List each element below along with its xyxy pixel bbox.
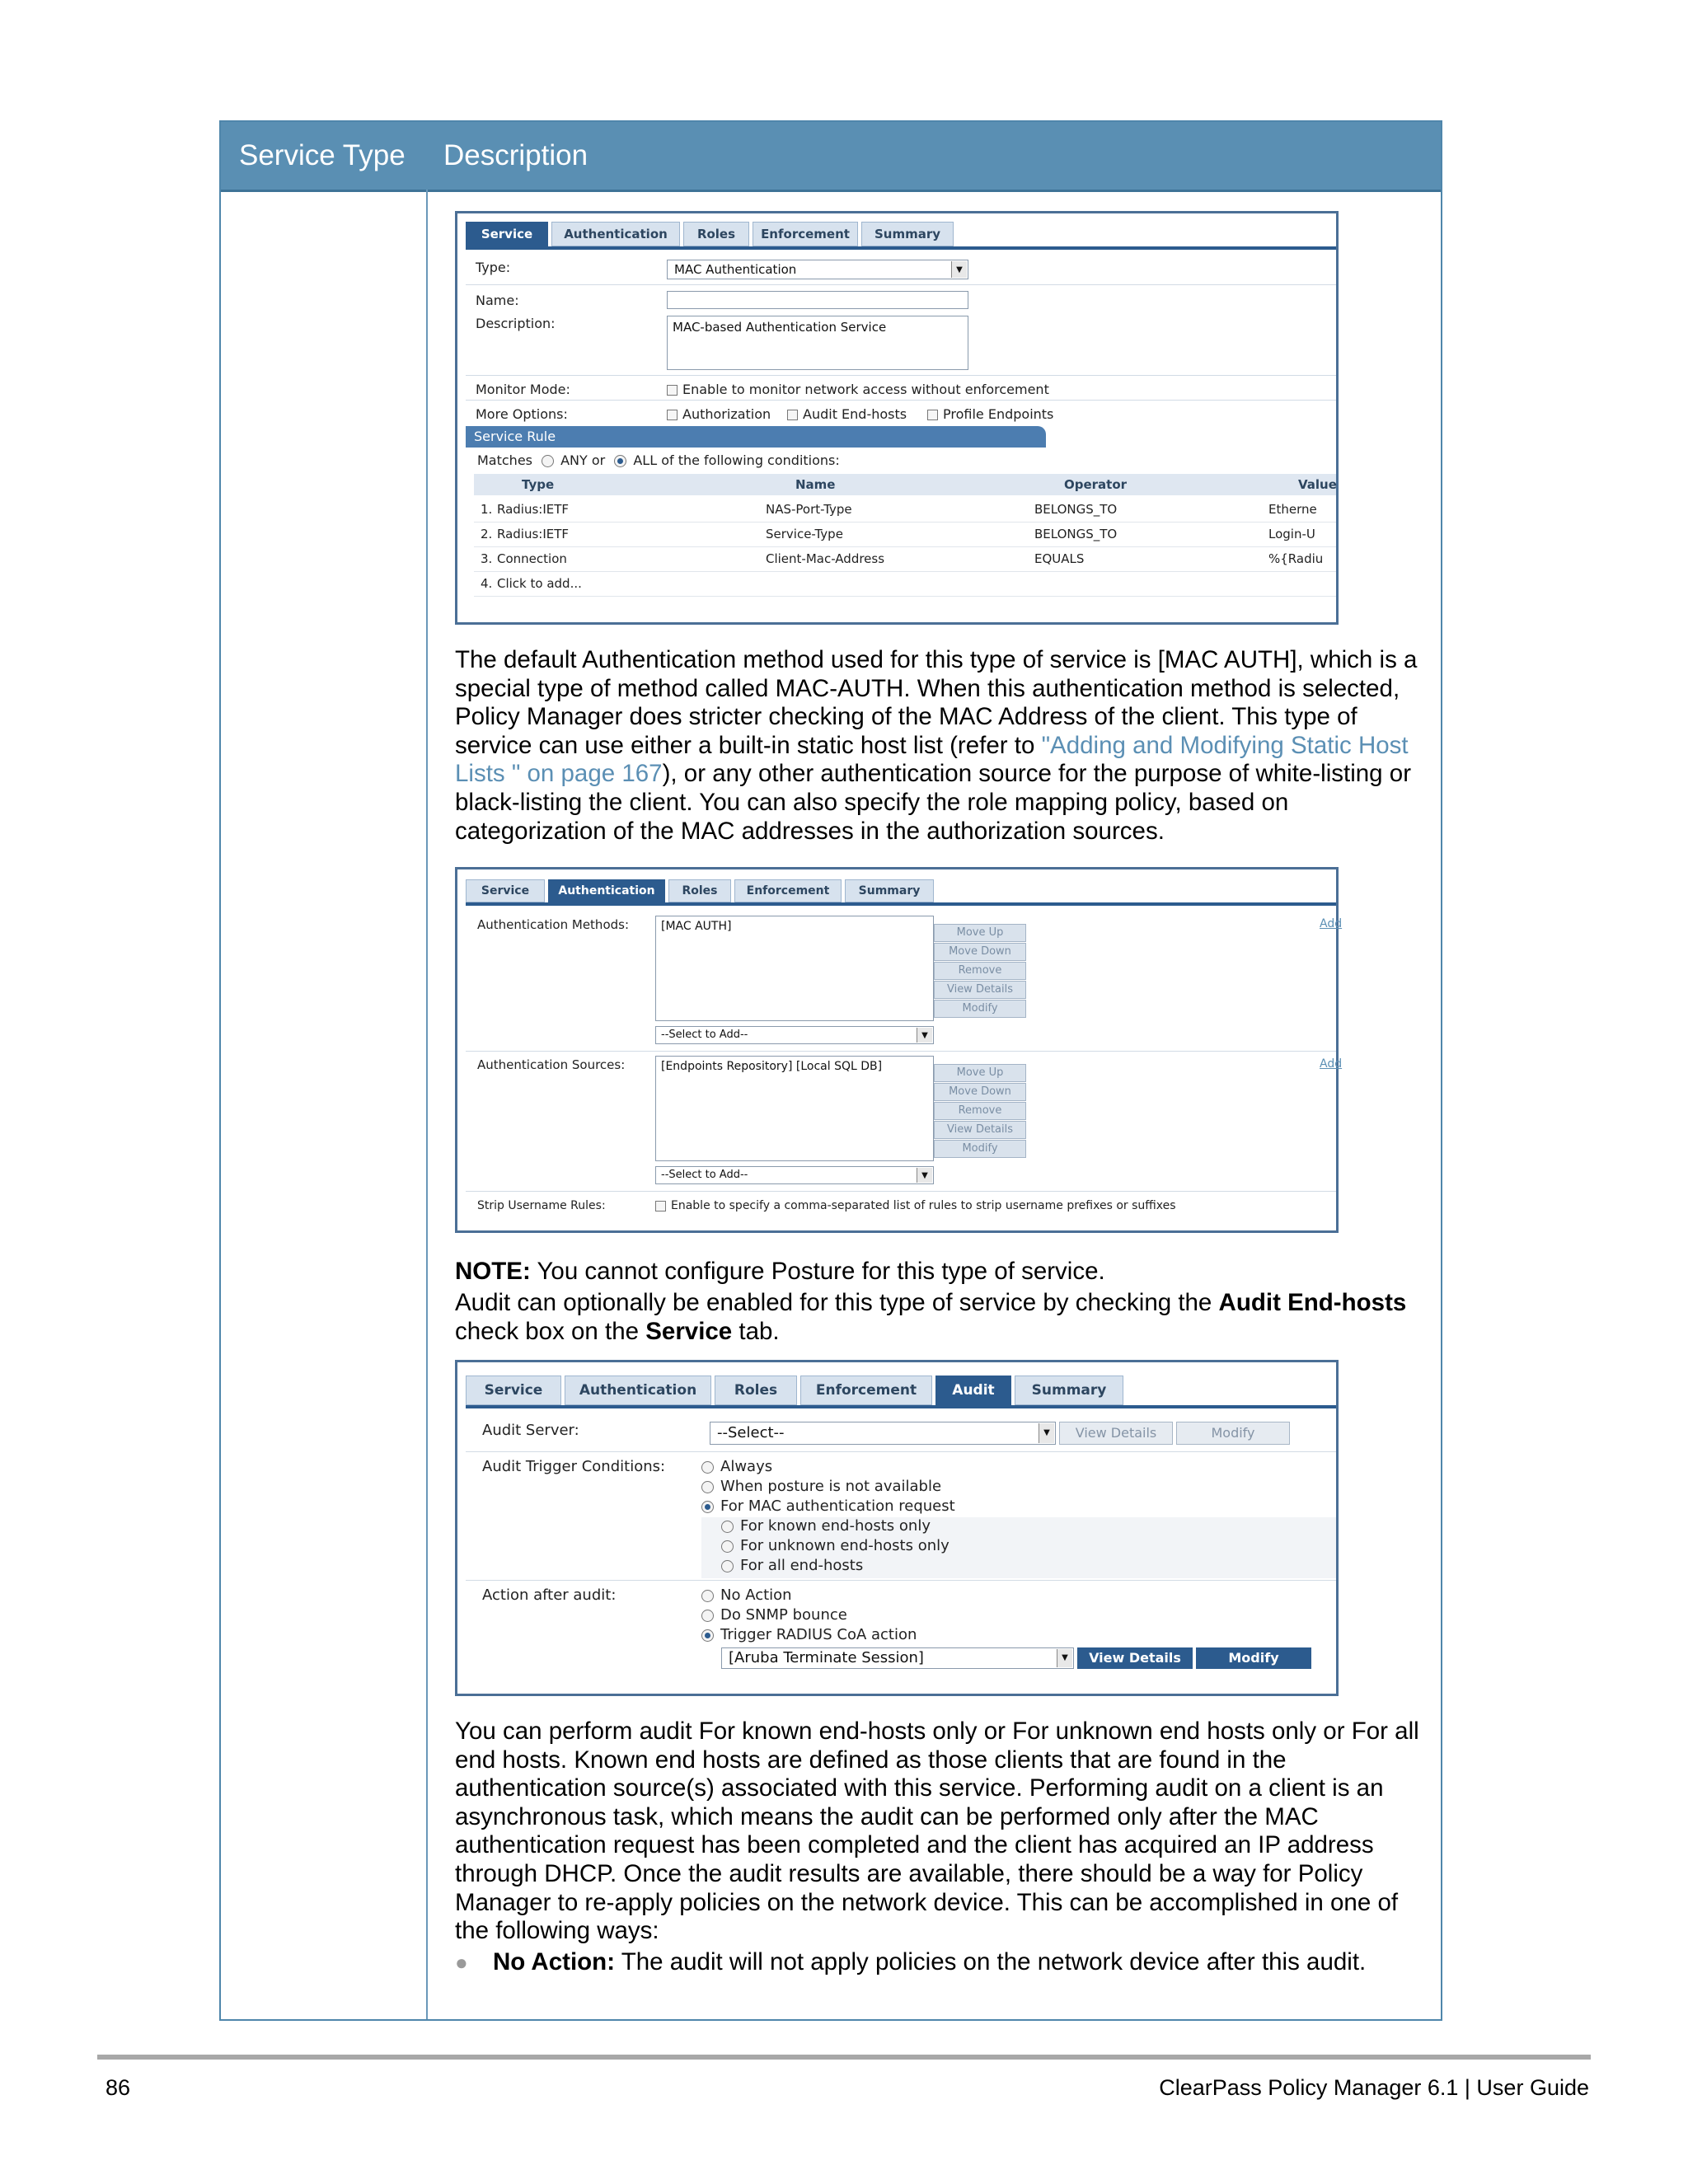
auth-methods-list[interactable] — [655, 916, 934, 1021]
tab-enforcement[interactable]: Enforcement — [753, 222, 858, 246]
column-header-description: Description — [443, 139, 588, 171]
row-separator — [466, 400, 1336, 401]
matches-label: Matches — [477, 452, 532, 468]
action-none-radio[interactable] — [701, 1590, 714, 1602]
matches-row — [477, 452, 840, 468]
action-snmp-option[interactable] — [701, 1606, 847, 1624]
column-header-name: Name — [795, 477, 836, 492]
rule-column-headers — [474, 474, 1336, 495]
auth-methods-select-value: --Select to Add-- — [661, 1029, 748, 1041]
audit-text: Audit can optionally be enabled for this type of service by checking the — [455, 1289, 1219, 1316]
more-options-label: More Options: — [476, 406, 568, 422]
row-separator — [466, 1451, 1336, 1452]
tab-service[interactable]: Service — [466, 222, 548, 246]
column-header-service-type: Service Type — [239, 139, 406, 171]
trigger-all-hosts-option[interactable] — [721, 1557, 863, 1574]
authorization-option[interactable] — [667, 406, 771, 422]
trigger-always-option[interactable] — [701, 1458, 772, 1475]
trigger-mac-auth-radio[interactable] — [701, 1501, 714, 1513]
chevron-down-icon: ▼ — [917, 1028, 932, 1043]
tab-authentication[interactable]: Authentication — [548, 879, 665, 902]
footer-divider — [97, 2055, 1591, 2060]
remove-button[interactable]: Remove — [934, 1102, 1026, 1120]
tab-service[interactable]: Service — [466, 879, 545, 902]
row-value: %{Radiu — [1268, 551, 1324, 566]
row-separator — [466, 284, 1336, 285]
description-label: Description: — [476, 316, 556, 331]
audit-server-value: --Select-- — [717, 1424, 785, 1441]
table-row[interactable] — [474, 571, 1336, 597]
tab-authentication[interactable]: Authentication — [565, 1376, 711, 1405]
chevron-down-icon: ▼ — [917, 1168, 932, 1183]
trigger-known-hosts-radio[interactable] — [721, 1521, 734, 1533]
strip-username-option[interactable] — [655, 1199, 1176, 1212]
audit-trigger-label: Audit Trigger Conditions: — [482, 1458, 666, 1475]
chevron-down-icon: ▼ — [1057, 1649, 1072, 1667]
coa-view-details-button[interactable]: View Details — [1077, 1647, 1193, 1669]
click-to-add-link[interactable]: Click to add... — [497, 576, 582, 591]
tab-authentication[interactable]: Authentication — [551, 222, 680, 246]
remove-button[interactable]: Remove — [934, 962, 1026, 980]
audit-server-view-details-button[interactable]: View Details — [1059, 1422, 1173, 1445]
no-action-text: The audit will not apply policies on the network device after this audit. — [615, 1948, 1367, 1975]
add-source-link[interactable]: Add — [1320, 1057, 1343, 1071]
monitor-mode-option[interactable] — [667, 382, 1049, 397]
match-all-text: ALL of the following conditions: — [633, 452, 840, 468]
trigger-no-posture-radio[interactable] — [701, 1481, 714, 1493]
tab-roles[interactable]: Roles — [668, 879, 731, 902]
monitor-mode-label: Monitor Mode: — [476, 382, 570, 397]
audit-server-modify-button[interactable]: Modify — [1176, 1422, 1290, 1445]
view-details-button[interactable]: View Details — [934, 1121, 1026, 1139]
move-down-button[interactable]: Move Down — [934, 1083, 1026, 1101]
trigger-all-hosts-text: For all end-hosts — [740, 1557, 864, 1574]
trigger-unknown-hosts-radio[interactable] — [721, 1540, 734, 1553]
para1-text: The default Authentication method used for this type of service is [MAC AUTH], which is a special type of method called MAC-AUTH. When this authentication method is selected, Policy Manager does stricter checking of the MAC Address of the client. This type of service can use either a built-in static host list (refer to — [455, 646, 1424, 759]
authentication-tab-screenshot — [455, 867, 1343, 1233]
tab-underline — [466, 1405, 1336, 1408]
row-value: Login-U — [1268, 527, 1315, 541]
service-type-table — [219, 120, 1442, 2021]
authentication-tabs — [466, 879, 934, 902]
note-paragraph — [455, 1258, 1436, 1286]
description-value: MAC-based Authentication Service — [673, 320, 887, 335]
row-value: Etherne — [1268, 502, 1317, 517]
row-number: 4. — [481, 576, 493, 591]
chevron-down-icon: ▼ — [951, 261, 967, 278]
tab-summary[interactable]: Summary — [845, 879, 934, 902]
table-row[interactable] — [474, 546, 1336, 572]
audit-end-hosts-checkbox[interactable] — [787, 410, 798, 420]
bullet-icon: ● — [455, 1950, 468, 1975]
auth-methods-select[interactable] — [655, 1026, 934, 1044]
auth-sources-select-value: --Select to Add-- — [661, 1169, 748, 1181]
audit-server-select[interactable] — [710, 1422, 1056, 1445]
no-action-term: No Action: — [493, 1948, 616, 1975]
modify-button[interactable]: Modify — [934, 1140, 1026, 1158]
audit-text-end: tab. — [732, 1317, 780, 1345]
match-all-radio[interactable] — [614, 455, 626, 467]
move-down-button[interactable]: Move Down — [934, 943, 1026, 961]
trigger-no-posture-option[interactable] — [701, 1478, 941, 1495]
service-term: Service — [645, 1317, 733, 1345]
note-label: NOTE: — [455, 1258, 531, 1285]
table-row[interactable] — [474, 497, 1336, 523]
tab-underline — [466, 902, 1336, 906]
auth-method-item[interactable]: [MAC AUTH] — [661, 920, 732, 933]
row-separator — [466, 1191, 1336, 1192]
trigger-all-hosts-radio[interactable] — [721, 1560, 734, 1572]
coa-action-value: [Aruba Terminate Session] — [729, 1649, 924, 1666]
row-number: 2. — [481, 527, 493, 541]
coa-action-select[interactable] — [721, 1647, 1074, 1669]
chevron-down-icon: ▼ — [1039, 1423, 1054, 1443]
modify-button[interactable]: Modify — [934, 1000, 1026, 1018]
trigger-known-hosts-text: For known end-hosts only — [740, 1517, 931, 1535]
row-number: 1. — [481, 502, 493, 517]
trigger-always-text: Always — [720, 1458, 773, 1475]
audit-end-hosts-option[interactable] — [787, 406, 907, 422]
mac-auth-paragraph — [455, 646, 1436, 846]
type-select[interactable] — [667, 260, 968, 279]
tab-roles[interactable]: Roles — [715, 1376, 797, 1405]
move-up-button[interactable]: Move Up — [934, 924, 1026, 942]
match-any-text: ANY or — [560, 452, 606, 468]
profile-endpoints-checkbox[interactable] — [927, 410, 938, 420]
action-coa-option[interactable] — [701, 1626, 917, 1643]
tab-summary[interactable]: Summary — [861, 222, 954, 246]
action-none-option[interactable] — [701, 1586, 792, 1604]
column-header-operator: Operator — [1064, 477, 1128, 492]
action-none-text: No Action — [720, 1586, 792, 1604]
action-snmp-radio[interactable] — [701, 1610, 714, 1622]
tab-roles[interactable]: Roles — [683, 222, 749, 246]
row-name: Client-Mac-Address — [766, 551, 885, 566]
row-operator: BELONGS_TO — [1034, 527, 1118, 541]
service-tabs — [466, 222, 954, 246]
action-coa-radio[interactable] — [701, 1629, 714, 1642]
no-action-bullet — [455, 1948, 1436, 1977]
static-host-lists-link[interactable]: "Adding and Modifying Static Host Lists " on page 167 — [455, 731, 1415, 788]
audit-explanation-paragraph: You can perform audit For known end-hosts only or For unknown end hosts only or For all end hosts. Known end hosts are defined as those clients that are found in the authentication source(s) associated with this service. Performing audit on a client is an asynchronous task, which means the audit can be performed only after the MAC authentication request has been completed and the client has acquired an IP address through DHCP. Once the audit results are available, there should be a way for Policy Manager to re-apply policies on the network device. This can be accomplished in one of the following ways: — [455, 1718, 1419, 1945]
name-input[interactable] — [667, 291, 968, 309]
view-details-button[interactable]: View Details — [934, 981, 1026, 999]
action-snmp-text: Do SNMP bounce — [720, 1606, 847, 1624]
tab-enforcement[interactable]: Enforcement — [800, 1376, 932, 1405]
row-separator — [466, 1051, 1336, 1052]
audit-end-hosts-text: Audit End-hosts — [803, 406, 907, 422]
column-divider — [426, 190, 428, 2019]
page-number: 86 — [106, 2075, 131, 2100]
type-label: Type: — [476, 260, 511, 275]
strip-username-text: Enable to specify a comma-separated list of rules to strip username prefixes or suffixes — [671, 1199, 1176, 1212]
table-row[interactable] — [474, 522, 1336, 547]
type-select-value: MAC Authentication — [674, 262, 797, 277]
auth-sources-label: Authentication Sources: — [477, 1057, 626, 1072]
trigger-always-radio[interactable] — [701, 1461, 714, 1474]
tab-enforcement[interactable]: Enforcement — [734, 879, 842, 902]
trigger-no-posture-text: When posture is not available — [720, 1478, 942, 1495]
row-number: 3. — [481, 551, 493, 566]
guide-title: ClearPass Policy Manager 6.1 | User Guide — [1159, 2075, 1589, 2100]
row-separator — [466, 1580, 1336, 1581]
column-header-type: Type — [522, 477, 555, 492]
move-up-button[interactable]: Move Up — [934, 1064, 1026, 1082]
coa-modify-button[interactable]: Modify — [1196, 1647, 1311, 1669]
audit-server-label: Audit Server: — [482, 1422, 579, 1439]
authorization-checkbox[interactable] — [667, 410, 678, 420]
monitor-mode-text: Enable to monitor network access without enforcement — [682, 382, 1049, 397]
audit-end-hosts-term: Audit End-hosts — [1218, 1289, 1407, 1316]
strip-username-checkbox[interactable] — [655, 1201, 666, 1212]
trigger-unknown-hosts-text: For unknown end-hosts only — [740, 1537, 950, 1554]
tab-service[interactable]: Service — [466, 1376, 561, 1405]
action-coa-text: Trigger RADIUS CoA action — [720, 1626, 917, 1643]
trigger-known-hosts-option[interactable] — [721, 1517, 931, 1535]
action-after-audit-label: Action after audit: — [482, 1586, 617, 1604]
service-tab-screenshot — [455, 211, 1339, 625]
row-type: Radius:IETF — [497, 527, 570, 541]
add-method-link[interactable]: Add — [1320, 917, 1343, 930]
auth-source-item[interactable]: [Endpoints Repository] [Local SQL DB] — [661, 1060, 883, 1073]
tab-summary[interactable]: Summary — [1015, 1376, 1123, 1405]
column-header-value: Value — [1298, 477, 1337, 492]
profile-endpoints-text: Profile Endpoints — [943, 406, 1054, 422]
auth-methods-label: Authentication Methods: — [477, 917, 630, 932]
table-header-row — [221, 122, 1441, 192]
audit-text-middle: check box on the — [455, 1289, 1414, 1345]
audit-tabs — [466, 1376, 1123, 1405]
row-name: NAS-Port-Type — [766, 502, 852, 517]
row-name: Service-Type — [766, 527, 843, 541]
note-text: You cannot configure Posture for this type of service. — [530, 1258, 1105, 1285]
description-textarea[interactable] — [667, 316, 968, 370]
row-operator: EQUALS — [1034, 551, 1085, 566]
row-type: Connection — [497, 551, 567, 566]
trigger-unknown-hosts-option[interactable] — [721, 1537, 950, 1554]
name-label: Name: — [476, 293, 519, 308]
trigger-mac-auth-text: For MAC authentication request — [720, 1497, 955, 1515]
strip-username-label: Strip Username Rules: — [477, 1199, 606, 1212]
authorization-text: Authorization — [682, 406, 771, 422]
para1-text-end: ), or any other authentication source for the purpose of white-listing or black-listing the client. You can also specify the role mapping policy, based on categorization of the MAC addresses in the authorization sources. — [455, 760, 1418, 845]
row-operator: BELONGS_TO — [1034, 502, 1118, 517]
row-separator — [466, 375, 1336, 376]
profile-endpoints-option[interactable] — [927, 406, 1053, 422]
tab-audit[interactable]: Audit — [935, 1376, 1011, 1405]
monitor-mode-checkbox[interactable] — [667, 385, 678, 396]
auth-sources-select[interactable] — [655, 1166, 934, 1184]
trigger-mac-auth-option[interactable] — [701, 1497, 955, 1515]
match-any-radio[interactable] — [542, 455, 554, 467]
auth-sources-list[interactable] — [655, 1056, 934, 1161]
tab-underline — [466, 246, 1336, 250]
audit-tab-screenshot — [455, 1360, 1339, 1696]
service-rule-header: Service Rule — [466, 426, 1046, 448]
audit-paragraph — [455, 1289, 1436, 1346]
row-type: Radius:IETF — [497, 502, 570, 517]
